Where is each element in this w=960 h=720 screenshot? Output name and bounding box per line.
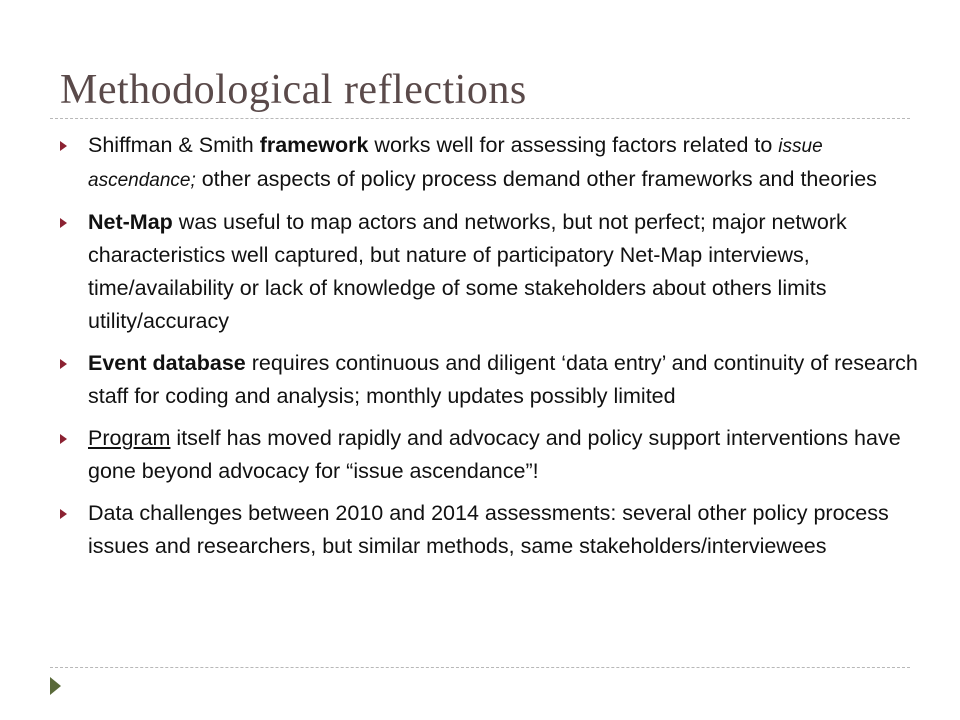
bullet-triangle-icon	[60, 509, 67, 519]
bullet-item	[88, 206, 928, 338]
bullet-text-part: issue ascendance;	[88, 136, 823, 191]
bullet-text-part: framework	[259, 133, 369, 157]
bullet-text-part: Net-Map	[88, 210, 173, 234]
bullet-item	[88, 347, 928, 413]
bullet-item	[88, 497, 928, 563]
bullet-triangle-icon	[60, 218, 67, 228]
bullet-text-part: works well for assessing factors related to	[368, 133, 779, 157]
bullet-text-part: was useful to map actors and networks, but not perfect; major network characteristics well captured, but nature of participatory Net-Map interviews, time/availability or lack of knowledge of some stakeholders about others limits utility/accuracy	[88, 210, 847, 333]
slide-title: Methodological reflections	[60, 67, 527, 113]
bullet-text-part: Event database	[88, 351, 246, 375]
bullet-text-part: other aspects of policy process demand other frameworks and theories	[195, 167, 877, 191]
bullet-list	[88, 129, 928, 572]
bullet-triangle-icon	[60, 141, 67, 151]
bullet-item	[88, 129, 928, 197]
bullet-triangle-icon	[60, 359, 67, 369]
bullet-text-part: Program	[88, 426, 171, 450]
bullet-text-part: itself has moved rapidly and advocacy and policy support interventions have gone beyond advocacy for “issue ascendance”!	[88, 426, 901, 483]
corner-triangle-icon	[50, 677, 61, 695]
bullet-text-part: requires continuous and diligent ‘data entry’ and continuity of research staff for coding and analysis; monthly updates possibly limited	[88, 351, 918, 408]
title-divider	[50, 118, 910, 119]
bullet-item	[88, 422, 928, 488]
bullet-text-part: Data challenges between 2010 and 2014 assessments: several other policy process issues and researchers, but similar methods, same stakeholders/interviewees	[88, 501, 889, 558]
footer-divider	[50, 667, 910, 668]
bullet-text-part: Shiffman & Smith	[88, 133, 260, 157]
bullet-triangle-icon	[60, 434, 67, 444]
